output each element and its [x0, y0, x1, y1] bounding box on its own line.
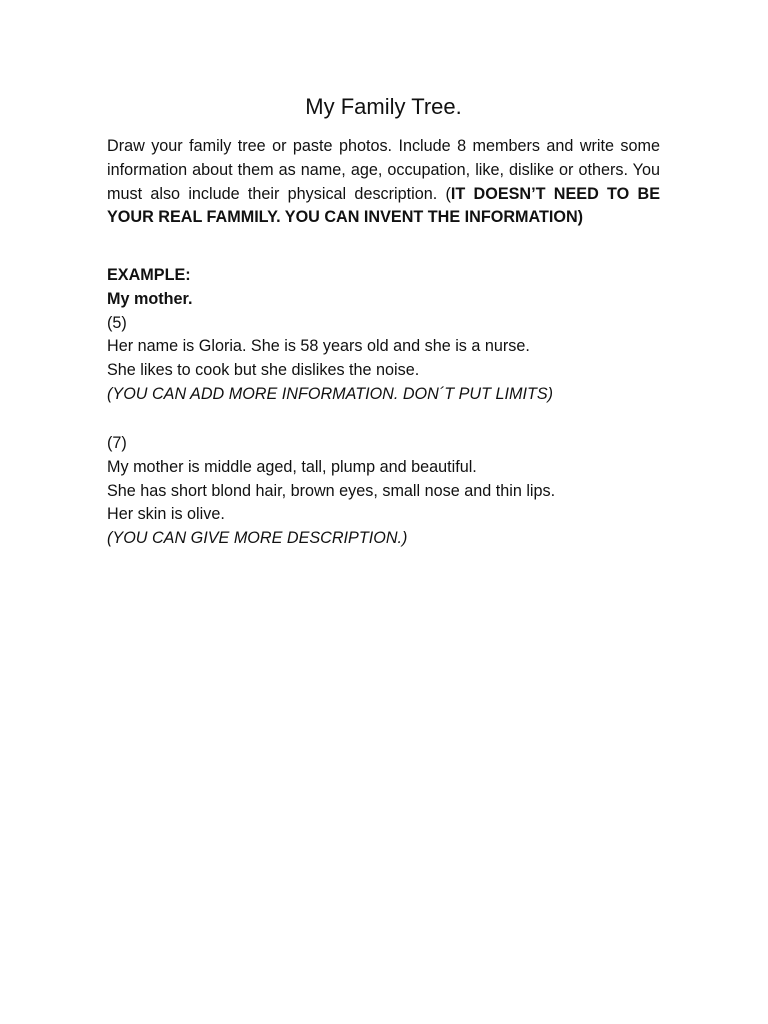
description-line-3: Her skin is olive. — [107, 505, 225, 524]
instructions-text: Draw your family tree or paste photos. Include 8 members and write some information about them as name, age, occupation, like, dislike or others. You must also include their physical description. ( — [107, 137, 660, 203]
description-note: (YOU CAN GIVE MORE DESCRIPTION.) — [107, 529, 408, 548]
section-number-7: (7) — [107, 434, 127, 452]
example-section — [107, 264, 660, 407]
example-info-note: (YOU CAN ADD MORE INFORMATION. DON´T PUT LIMITS) — [107, 384, 554, 403]
section-number-5: (5) — [107, 313, 127, 332]
example-subheading: My mother. — [107, 289, 193, 308]
instructions-paragraph — [107, 135, 660, 230]
description-line-2: She has short blond hair, brown eyes, small nose and thin lips. — [107, 481, 556, 500]
example-heading: EXAMPLE: — [107, 266, 191, 284]
instructions-bold-note: IT DOESN’T NEED TO BE YOUR REAL FAMMILY. YOU CAN INVENT THE INFORMATION) — [107, 184, 660, 227]
example-info-line-2: She likes to cook but she dislikes the noise. — [107, 361, 420, 380]
description-line-1: My mother is middle aged, tall, plump and beautiful. — [107, 457, 477, 476]
example-info-line-1: Her name is Gloria. She is 58 years old and she is a nurse. — [107, 337, 530, 356]
description-section — [107, 432, 660, 551]
page-title: My Family Tree. — [305, 94, 462, 119]
